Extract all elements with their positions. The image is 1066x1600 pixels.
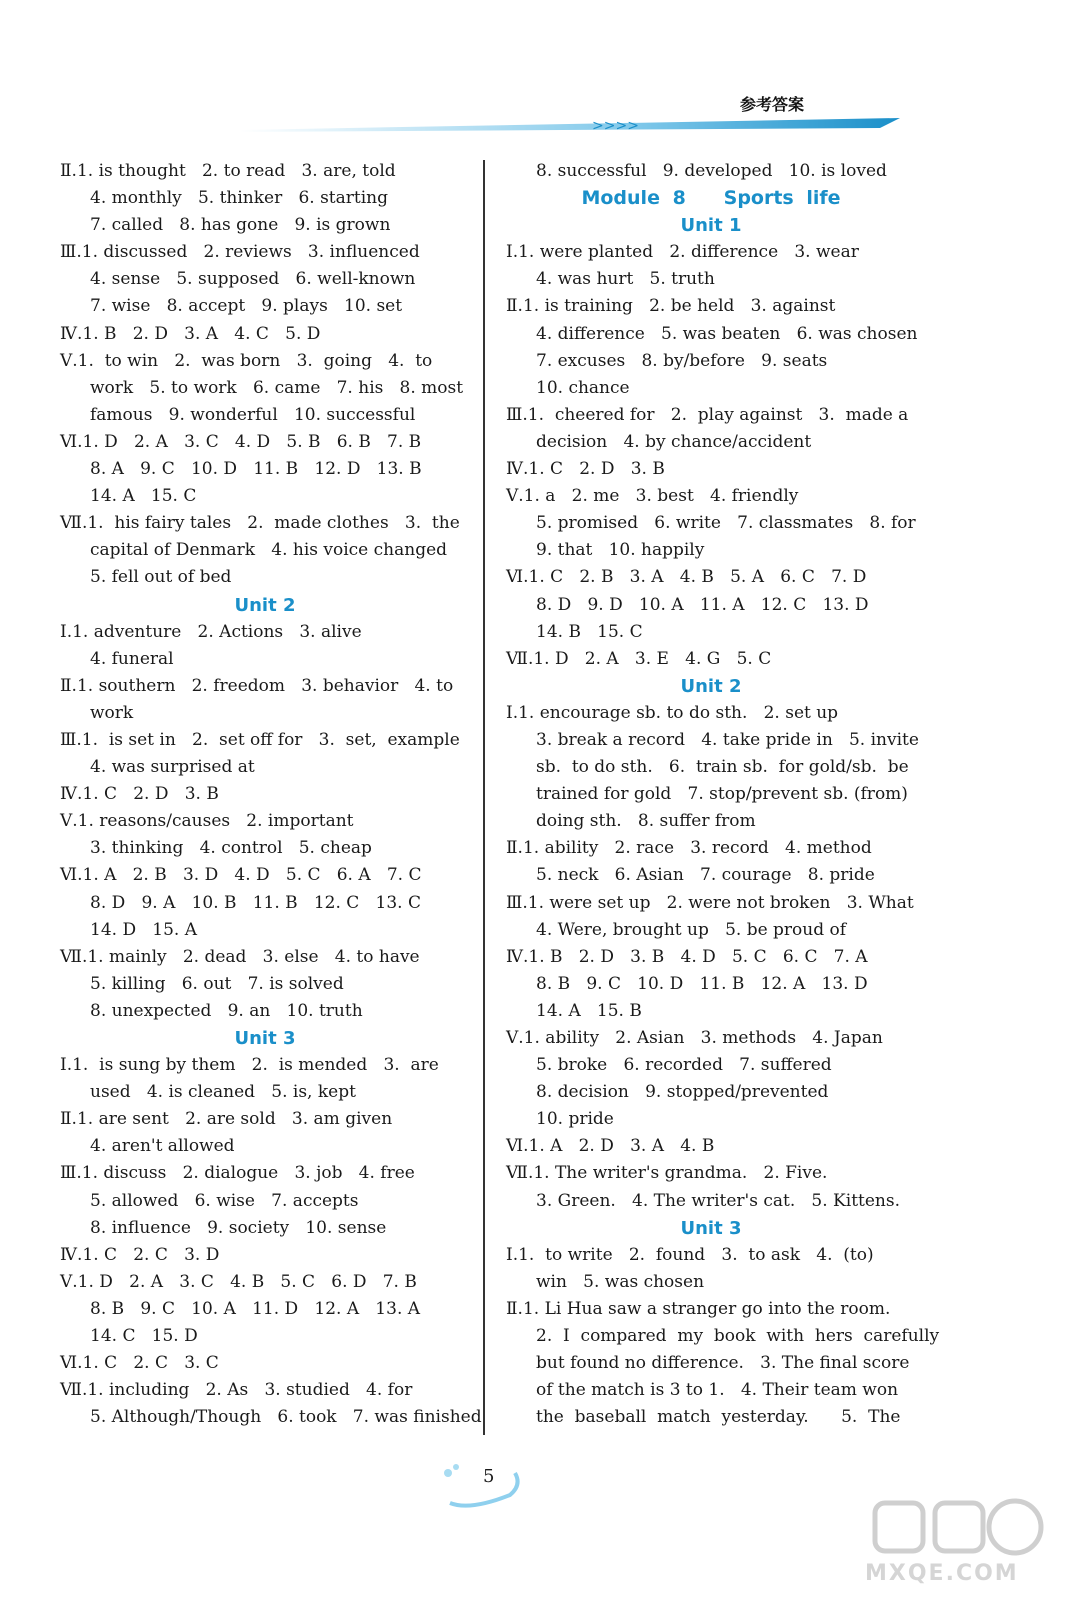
answer-line: Ⅶ.1. D 2. A 3. E 4. G 5. C — [506, 648, 772, 669]
answer-line: 5. promised 6. write 7. classmates 8. for — [536, 513, 916, 534]
unit-heading: Unit 2 — [234, 594, 296, 616]
answer-line: Ⅱ.1. are sent 2. are sold 3. am given — [60, 1109, 393, 1130]
answer-line: 5. fell out of bed — [90, 567, 232, 588]
svg-text:>>>>: >>>> — [592, 118, 639, 134]
answer-line: work — [90, 702, 134, 723]
answer-line: 4. was hurt 5. truth — [536, 269, 715, 290]
answer-line: Ⅲ.1. is set in 2. set off for 3. set, example — [60, 729, 460, 750]
answer-line: 8. decision 9. stopped/prevented — [536, 1082, 829, 1103]
answer-line: 3. break a record 4. take pride in 5. invite — [536, 729, 919, 750]
answer-line: 5. allowed 6. wise 7. accepts — [90, 1190, 359, 1211]
answer-line: of the match is 3 to 1. 4. Their team won — [536, 1380, 899, 1401]
answer-line: 4. difference 5. was beaten 6. was chosen — [536, 323, 918, 344]
answer-line: 7. excuses 8. by/before 9. seats — [536, 350, 828, 371]
answer-line: 8. B 9. C 10. D 11. B 12. A 13. D — [536, 973, 868, 994]
answer-line: Ⅱ.1. is training 2. be held 3. against — [506, 296, 836, 317]
answer-line: decision 4. by chance/accident — [536, 431, 812, 452]
answer-line: Ⅴ.1. D 2. A 3. C 4. B 5. C 6. D 7. B — [60, 1271, 417, 1292]
answer-line: capital of Denmark 4. his voice changed — [90, 540, 448, 561]
answer-line: 8. D 9. D 10. A 11. A 12. C 13. D — [536, 594, 869, 615]
answer-line: the baseball match yesterday. 5. The — [536, 1407, 901, 1428]
answer-line: Ⅴ.1. a 2. me 3. best 4. friendly — [506, 486, 799, 507]
answer-line: sb. to do sth. 6. train sb. for gold/sb. be — [536, 757, 909, 778]
answer-line: 3. Green. 4. The writer's cat. 5. Kittens. — [536, 1190, 900, 1211]
answer-line: 4. Were, brought up 5. be proud of — [536, 919, 847, 940]
answer-line: Ⅳ.1. C 2. C 3. D — [60, 1244, 220, 1265]
answer-line: Ⅰ.1. encourage sb. to do sth. 2. set up — [506, 702, 839, 723]
answer-line: Ⅰ.1. is sung by them 2. is mended 3. are — [60, 1055, 439, 1076]
answer-line: Ⅰ.1. to write 2. found 3. to ask 4. (to) — [506, 1244, 874, 1265]
page-number-badge — [430, 1455, 530, 1515]
answer-line: Ⅳ.1. B 2. D 3. A 4. C 5. D — [60, 323, 321, 344]
unit-heading: Unit 3 — [680, 1217, 742, 1239]
answer-line: doing sth. 8. suffer from — [536, 811, 756, 832]
answer-line: 5. neck 6. Asian 7. courage 8. pride — [536, 865, 875, 886]
answer-line: Ⅵ.1. A 2. B 3. D 4. D 5. C 6. A 7. C — [60, 865, 422, 886]
answer-line: 8. successful 9. developed 10. is loved — [536, 161, 887, 181]
unit-heading: Unit 3 — [234, 1028, 296, 1049]
answer-line: 8. unexpected 9. an 10. truth — [90, 1000, 363, 1021]
header-title: 参考答案 — [740, 95, 805, 114]
answer-line: famous 9. wonderful 10. successful — [90, 404, 416, 425]
answer-line: Ⅵ.1. A 2. D 3. A 4. B — [506, 1136, 715, 1157]
answer-line: 10. chance — [536, 377, 630, 398]
answer-line: Ⅴ.1. to win 2. was born 3. going 4. to — [60, 350, 433, 371]
answer-line: 5. killing 6. out 7. is solved — [90, 973, 344, 994]
answer-line: Ⅶ.1. The writer's grandma. 2. Five. — [506, 1163, 828, 1184]
answer-line: Ⅲ.1. discussed 2. reviews 3. influenced — [60, 242, 420, 263]
answer-line: 7. wise 8. accept 9. plays 10. set — [90, 296, 403, 317]
answer-line: 4. aren't allowed — [90, 1136, 235, 1157]
answer-line: work 5. to work 6. came 7. his 8. most — [90, 377, 464, 398]
answer-line: 5. broke 6. recorded 7. suffered — [536, 1055, 832, 1076]
answer-line: 14. C 15. D — [90, 1326, 198, 1347]
answer-line: 9. that 10. happily — [536, 540, 705, 561]
answer-line: 2. I compared my book with hers carefully — [536, 1326, 940, 1347]
answer-line: 8. D 9. A 10. B 11. B 12. C 13. C — [90, 892, 421, 913]
answer-line: Ⅰ.1. adventure 2. Actions 3. alive — [60, 621, 362, 642]
answer-line: 14. A 15. C — [90, 486, 197, 507]
answer-line: Ⅲ.1. cheered for 2. play against 3. made a — [506, 404, 909, 425]
answer-line: Ⅱ.1. Li Hua saw a stranger go into the room. — [506, 1298, 891, 1319]
page-number: 5 — [483, 1466, 495, 1487]
answer-line: win 5. was chosen — [536, 1271, 705, 1292]
answer-line: 8. B 9. C 10. A 11. D 12. A 13. A — [90, 1298, 421, 1319]
answer-line: Ⅲ.1. discuss 2. dialogue 3. job 4. free — [60, 1163, 415, 1184]
answer-line: trained for gold 7. stop/prevent sb. (from) — [536, 784, 908, 805]
answer-line: Ⅵ.1. C 2. B 3. A 4. B 5. A 6. C 7. D — [506, 567, 867, 588]
answer-line: 7. called 8. has gone 9. is grown — [90, 215, 391, 236]
answer-line: but found no difference. 3. The final score — [536, 1353, 910, 1374]
answer-line: 14. A 15. B — [536, 1000, 642, 1021]
answer-line: 4. funeral — [90, 648, 174, 669]
answer-line: Ⅳ.1. B 2. D 3. B 4. D 5. C 6. C 7. A — [506, 946, 868, 967]
column-divider — [483, 160, 485, 1435]
watermark-logo — [865, 1495, 1055, 1595]
answer-line: used 4. is cleaned 5. is, kept — [90, 1082, 356, 1103]
answer-line: Ⅳ.1. C 2. D 3. B — [60, 784, 219, 805]
answer-line: 14. B 15. C — [536, 621, 643, 642]
answer-line: Ⅱ.1. ability 2. race 3. record 4. method — [506, 838, 872, 859]
watermark-text: MXQE.COM — [865, 1561, 1019, 1586]
answer-line: Ⅴ.1. ability 2. Asian 3. methods 4. Japan — [506, 1028, 883, 1048]
header-decorative-rule — [240, 108, 920, 138]
answer-line: 8. influence 9. society 10. sense — [90, 1217, 387, 1238]
module-heading: Module 8 Sports life — [581, 187, 841, 210]
answer-line: 8. A 9. C 10. D 11. B 12. D 13. B — [90, 459, 422, 480]
answer-line: 14. D 15. A — [90, 919, 197, 940]
unit-heading: Unit 1 — [680, 215, 742, 237]
answer-line: 4. monthly 5. thinker 6. starting — [90, 188, 388, 209]
answer-line: Ⅰ.1. were planted 2. difference 3. wear — [506, 242, 859, 263]
answer-line: Ⅴ.1. reasons/causes 2. important — [60, 811, 354, 832]
answer-line: Ⅶ.1. including 2. As 3. studied 4. for — [60, 1380, 413, 1401]
right-answer-column — [506, 158, 940, 1431]
answer-line: Ⅵ.1. C 2. C 3. C — [60, 1353, 219, 1374]
answer-line: Ⅵ.1. D 2. A 3. C 4. D 5. B 6. B 7. B — [60, 431, 422, 452]
answer-line: Ⅱ.1. is thought 2. to read 3. are, told — [60, 161, 396, 181]
answer-line: 5. Although/Though 6. took 7. was finished — [90, 1407, 482, 1428]
answer-line: Ⅳ.1. C 2. D 3. B — [506, 459, 665, 480]
answer-line: Ⅱ.1. southern 2. freedom 3. behavior 4. to — [60, 675, 454, 696]
answer-line: 4. was surprised at — [90, 757, 255, 778]
answer-line: 3. thinking 4. control 5. cheap — [90, 838, 372, 859]
unit-heading: Unit 2 — [680, 675, 742, 697]
answer-line: Ⅲ.1. were set up 2. were not broken 3. What — [506, 892, 914, 913]
answer-line: Ⅶ.1. mainly 2. dead 3. else 4. to have — [60, 946, 420, 967]
answer-line: 4. sense 5. supposed 6. well-known — [90, 269, 416, 290]
left-answer-column — [60, 158, 482, 1431]
answer-line: Ⅶ.1. his fairy tales 2. made clothes 3. the — [60, 513, 460, 534]
answer-line: 10. pride — [536, 1109, 614, 1130]
